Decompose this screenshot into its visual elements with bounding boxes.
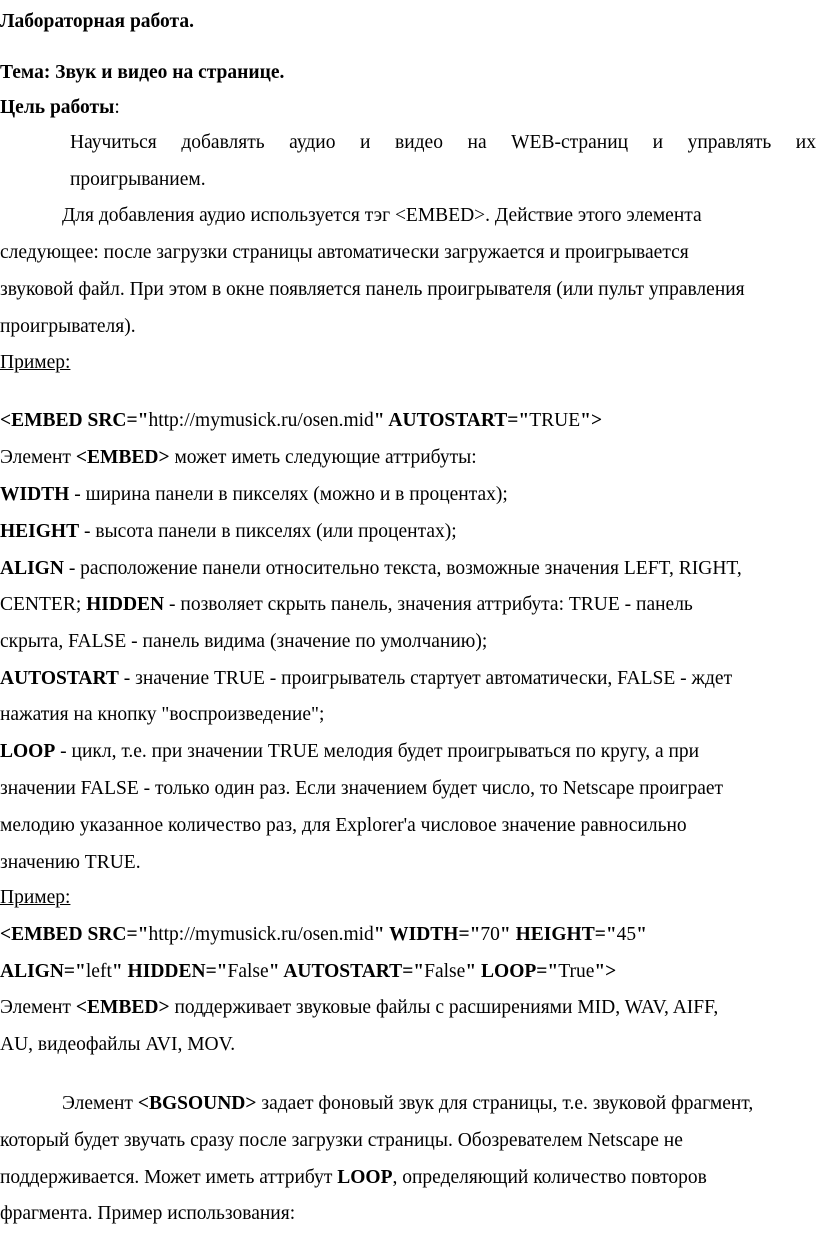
doc-title: Лабораторная работа. [0,11,194,32]
attr-align: ALIGN - расположение панели относительно текста, возможные значения LEFT, RIGHT, [0,558,742,579]
example-2-line-1: <EMBED SRC="http://mymusick.ru/osen.mid" WIDTH="70" HEIGHT="45" [0,924,647,945]
goal-heading [0,96,120,120]
attr-height: HEIGHT - высота панели в пикселях (или процентах); [0,521,457,542]
attr-autostart-cont: нажатия на кнопку "воспроизведение"; [0,704,325,725]
goal-label: Цель работы [0,97,115,118]
example-2-line-2: ALIGN="left" HIDDEN="False" AUTOSTART="False" LOOP="True"> [0,961,617,982]
attr-loop-cont-3: значению TRUE. [0,852,141,873]
attr-loop-cont-2: мелодию указанное количество раз, для Explorer'a числовое значение равносильно [0,815,687,836]
bgsound-line-4: фрагмента. Пример использования: [0,1203,296,1224]
bgsound-line-2: который будет звучать сразу после загрузки страницы. Обозревателем Netscape не [0,1130,683,1151]
formats-line-1: Элемент <EMBED> поддерживает звуковые файлы с расширениями MID, WAV, AIFF, [0,997,719,1018]
intro-line-1: Для добавления аудио используется тэг <EMBED>. Действие этого элемента [62,205,702,226]
intro-line-3: звуковой файл. При этом в окне появляется панель проигрывателя (или пульт управления [0,279,745,300]
attr-loop-cont-1: значении FALSE - только один раз. Если значением будет число, то Netscape проиграет [0,778,724,799]
example-label-2: Пример: [0,887,71,908]
attr-hidden-cont: скрыта, FALSE - панель видима (значение по умолчанию); [0,631,488,652]
goal-line-1: Научиться добавлять аудио и видео на WEB-страниц и управлять их [70,132,816,153]
bgsound-line-1: Элемент <BGSOUND> задает фоновый звук для страницы, т.е. звуковой фрагмент, [62,1093,754,1114]
attr-loop: LOOP - цикл, т.е. при значении TRUE мелодия будет проигрываться по кругу, а при [0,741,700,762]
doc-topic: Тема: Звук и видео на странице. [0,62,285,83]
goal-line-2: проигрыванием. [70,169,206,190]
formats-line-2: AU, видеофайлы AVI, MOV. [0,1034,236,1055]
intro-line-4: проигрывателя). [0,316,136,337]
attr-autostart: AUTOSTART - значение TRUE - проигрыватель стартует автоматически, FALSE - ждет [0,668,733,689]
example-1-code: <EMBED SRC="http://mymusick.ru/osen.mid" AUTOSTART="TRUE"> [0,410,603,431]
example-label-1: Пример: [0,352,71,373]
attr-width: WIDTH - ширина панели в пикселях (можно и в процентах); [0,484,508,505]
attrs-intro: Элемент <EMBED> может иметь следующие аттрибуты: [0,447,477,468]
goal-colon: : [114,97,120,118]
attr-hidden: CENTER; HIDDEN - позволяет скрыть панель, значения аттрибута: TRUE - панель [0,594,693,615]
bgsound-line-3: поддерживается. Может иметь аттрибут LOOP, определяющий количество повторов [0,1167,707,1188]
intro-line-2: следующее: после загрузки страницы автоматически загружается и проигрывается [0,242,689,263]
